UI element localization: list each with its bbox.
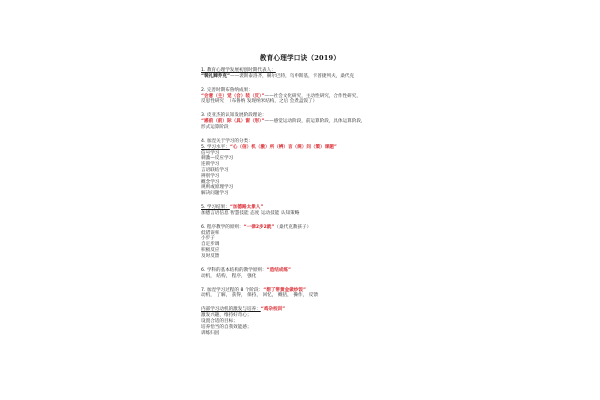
subsection-heading: 6. 学科的基本结构的教学原则： [201,267,267,273]
inline-list [201,211,416,217]
mnemonic-line [201,74,416,80]
list-item: 连锁学习 [201,162,220,168]
list-item: 信号学习 [201,150,220,156]
mnemonic-expansion: 主动性研究， [305,93,334,99]
subsection-heading: 5. 学习结果： [201,205,230,211]
section-heading: 1. 教育心理学发展初创时期代表人： [201,68,276,73]
list-item: 结构， [216,273,231,279]
section-learning-outcomes [201,205,416,217]
section-structure-principles [201,268,416,280]
list-item: 及时反馈 [201,253,220,259]
mnemonic-phrase: “鸡杂校训” [260,307,286,313]
list-item: 自定步调 [201,242,220,248]
list-item: 保持， [247,293,261,299]
list-item: 加德言语信息 [201,210,229,216]
mnemonic-expansion: ——感觉运动阶段，前运算阶段，具体运算阶段， [264,119,366,125]
list-item: 概念学习 [201,179,220,185]
mnemonic-phrase: “裴礼蹄乔克” [201,73,231,79]
document-body [201,68,416,336]
mnemonic-expansion: 反思性研究 [201,99,224,105]
section-gagne-stages [201,288,416,300]
mnemonic-expansion: ——社会文化研究， [264,93,306,99]
section-programmed-instruction [201,225,416,260]
list-item: 智慧技能 [230,210,249,216]
mnemonic-line [201,99,416,105]
list-item: 积极反应 [201,248,220,254]
subsection-heading: 内部学习动机的激发与培养： [201,307,261,313]
list-item: 获得， [231,293,246,299]
list-item: 小步子 [201,236,215,242]
mnemonic-expansion: 合作性研究， [333,93,361,99]
list-item: 低错误率 [201,230,220,236]
mnemonic-phrase: “感前（前）际（具）窗（形）” [201,119,265,125]
mnemonic-expansion: ——裴斯泰洛齐，赫尔巴特，乌申斯基，卡普捷列夫，桑代克 [230,73,355,79]
section-heading: 2. 完善时期布鲁纳成果： [201,87,253,93]
list-item: 动机， [201,293,215,299]
list-item: 解决问题学习 [201,191,229,197]
list-item: 培养恰当的自我效能感； [201,324,252,330]
list-item: 运动技能 [260,210,280,216]
mnemonic-phrase: “一律2步2就” [243,224,275,230]
list-item: 认知策略 [280,210,300,216]
list-item: 程序， [231,273,246,279]
list-item: 设置合适的目标； [201,319,238,324]
list-item: 了解， [216,293,231,299]
mnemonic-phrase: “造结成练” [266,267,291,273]
list-item: 概括， [277,293,292,299]
list-item: 态度 [250,210,260,216]
section-piaget [201,113,416,130]
document-title: 教育心理学口诀（2019） [259,54,341,62]
mnemonic-note: （桑代克教孩子） [274,224,312,230]
subsection-heading: 5. 学习水平： [201,144,230,150]
inline-list [201,293,416,299]
subsection-heading: 7. 加涅学习过程的 8 个阶段： [201,287,264,293]
list-item: 刺激—反应学习 [201,156,234,162]
list-item: 训练归因 [201,330,220,336]
list-item: 规则或原理学习 [201,185,234,191]
mnemonic-phrase: “加德路太象人” [229,205,264,211]
mnemonic-phrase: “想了带黄金做炒饭” [263,287,307,293]
list-item: 激发兴趣，维持好奇心； [201,313,252,319]
mnemonic-phrase: “心（信）机（激）所（辨）言（规）问（策）课题” [229,144,337,150]
mnemonic-note: （布鲁纳 发现纳米结构，之后 会煮盒饭了） [226,99,318,105]
section-bruner [201,88,416,105]
section-motivation [201,307,416,336]
section-heading: 3. 皮亚杰的认知发展阶段理论： [201,113,267,119]
list-item: 强化 [247,273,257,279]
list-item: 回忆， [262,293,277,299]
list-item: 辨别学习 [201,173,220,179]
mnemonic-line: 形式运算阶段 [201,124,229,130]
mnemonic-phrase: “会意（主）觉（合）装（反）” [201,93,265,99]
subsection-heading: 6. 程序教学的原则： [201,224,244,230]
list-item: 言语联结学习 [201,167,229,173]
section-heading: 4. 加涅关于学习的分类： [201,138,253,144]
list-item: 操作， [293,293,308,299]
list-item: 动机， [201,273,215,279]
list-item: 反馈 [308,293,318,299]
section-early-period [201,68,416,80]
section-gagne-classification [201,139,416,197]
inline-list [201,274,416,280]
